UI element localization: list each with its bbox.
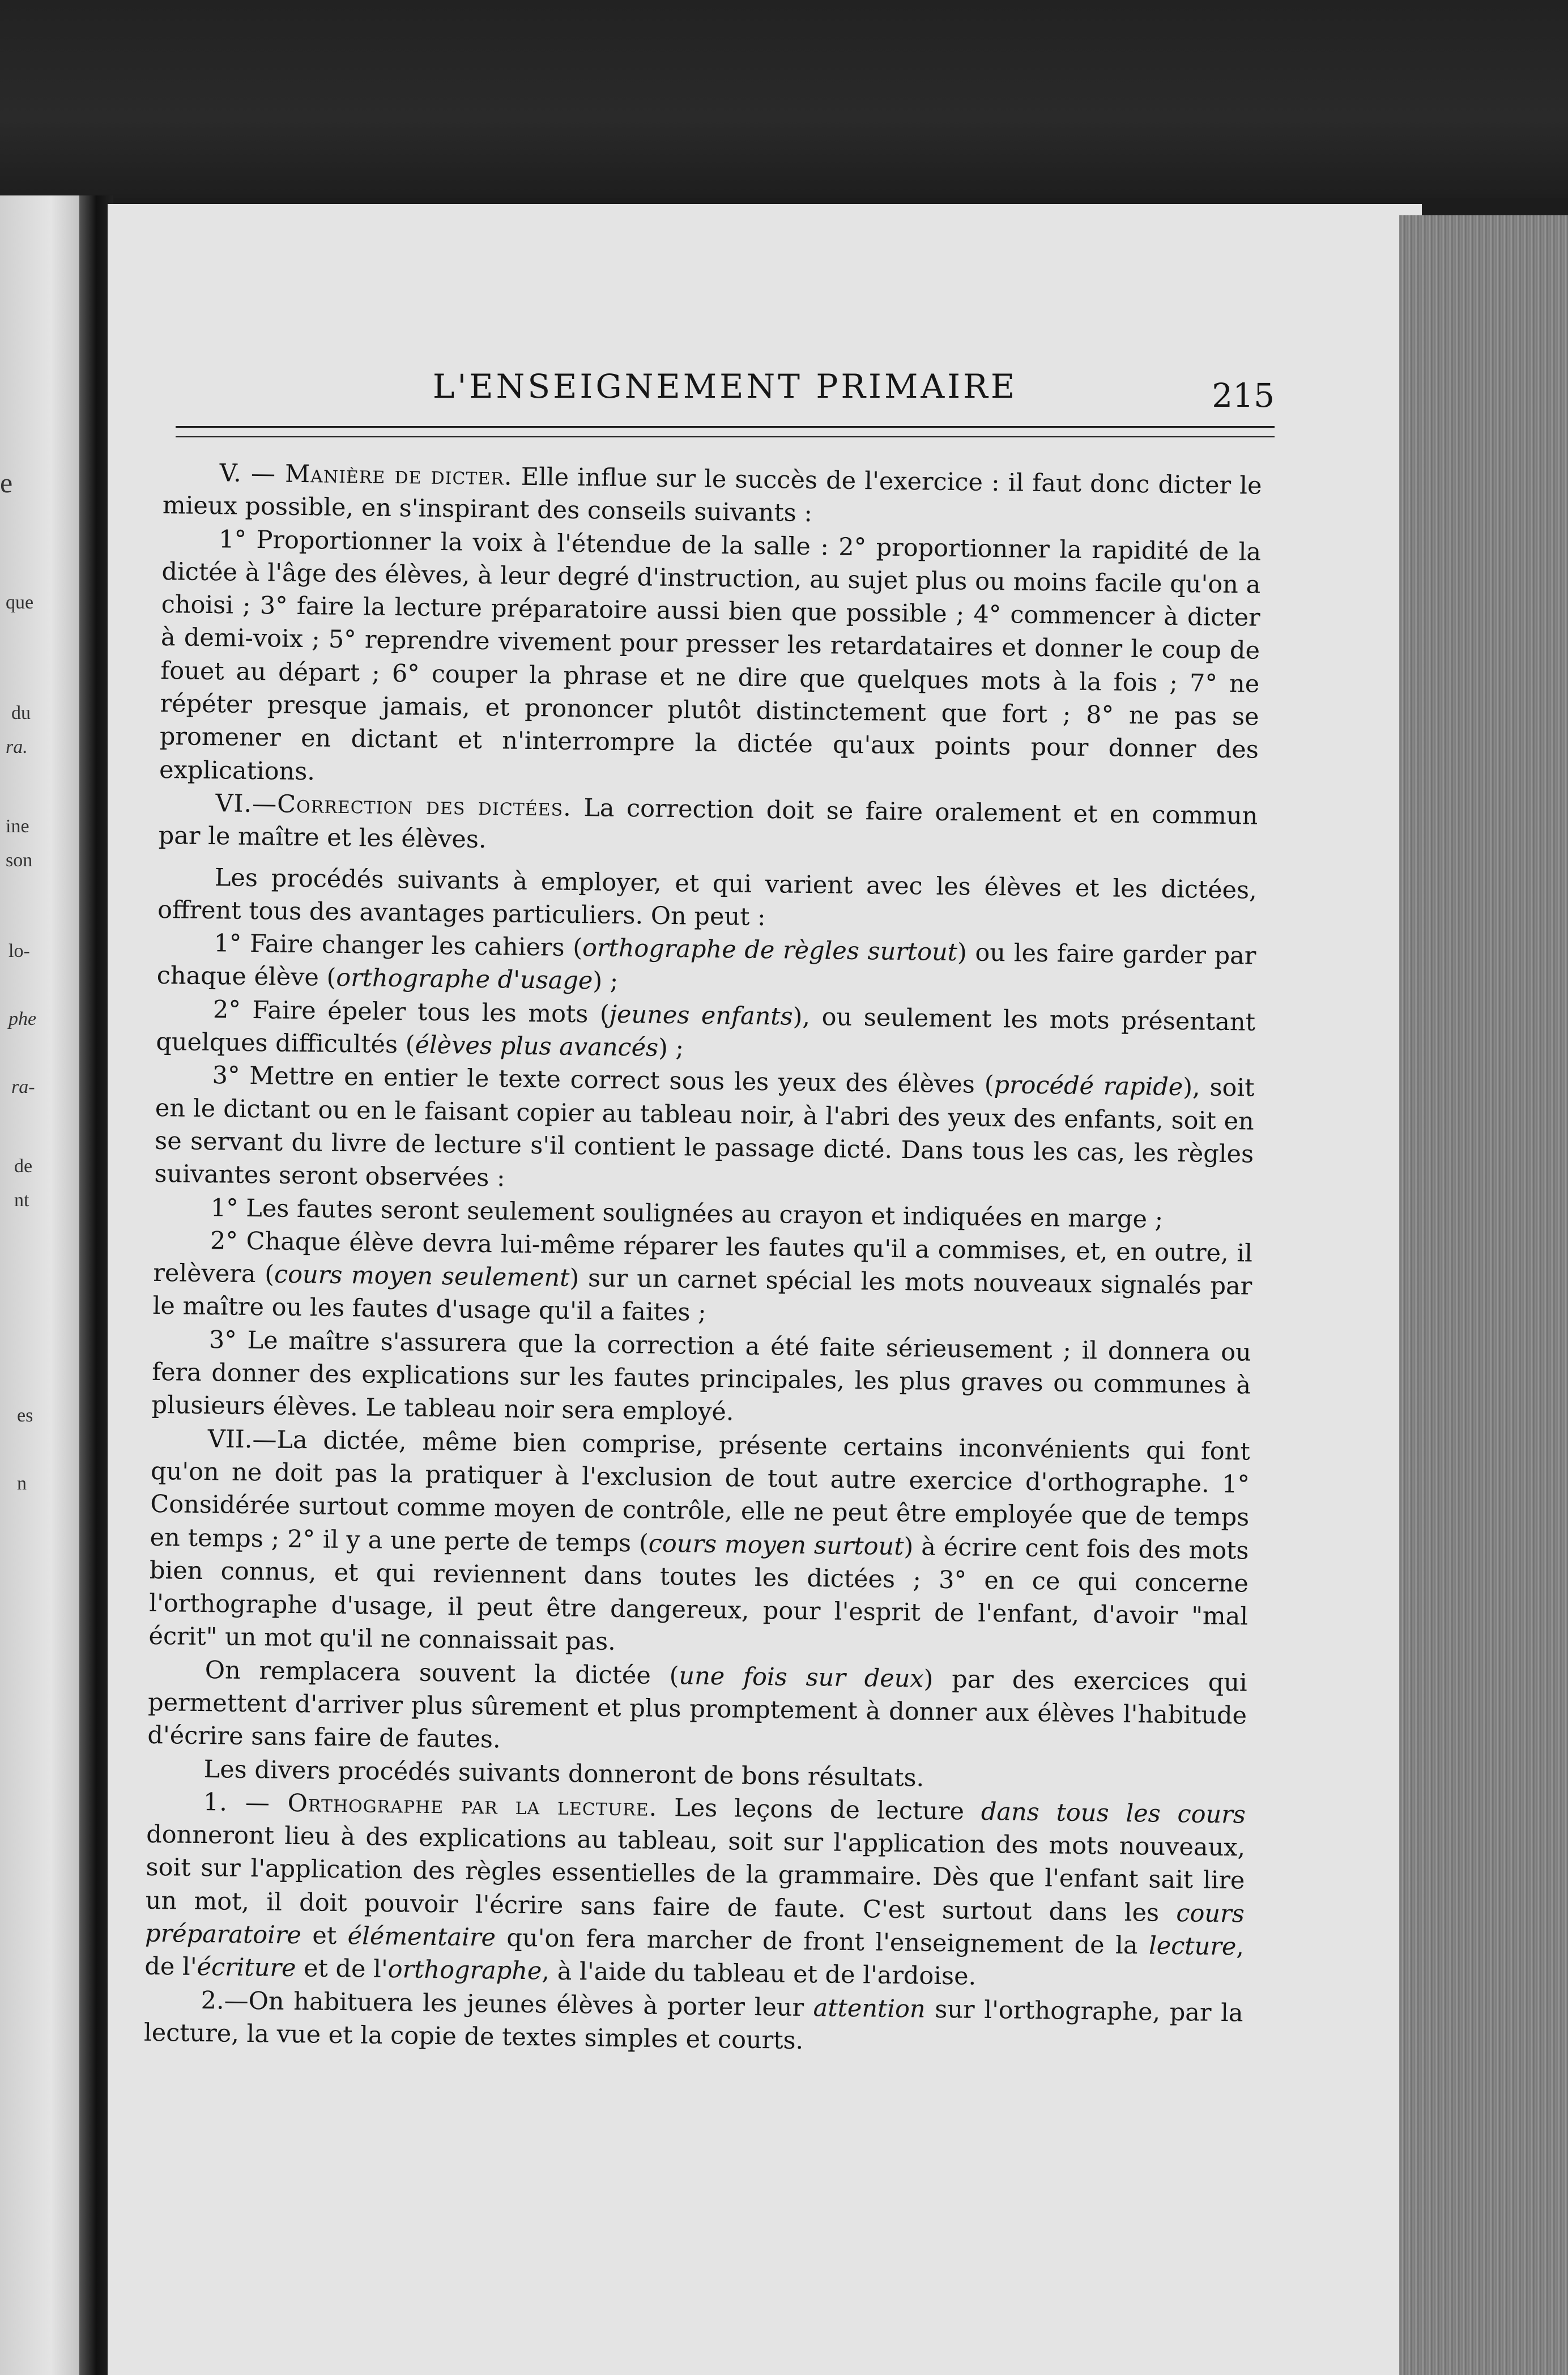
paragraph [156, 926, 1256, 1006]
header-rule [176, 426, 1275, 428]
paragraph-text: 3° Le maître s'assurera que la correction a été faite sérieusement ; il donnera ou fera donner des explications sur les fautes principales, les plus graves ou communes à plusieurs élèves. Le tableau noir sera employé. [151, 1325, 1252, 1427]
paragraph [152, 1224, 1252, 1337]
paragraph [158, 786, 1258, 866]
paragraph [159, 522, 1262, 800]
paragraph-text: 3° Mettre en entier le texte correct sous les yeux des élèves ( [212, 1061, 994, 1100]
paragraph-text: donneront lieu à des explications au tableau, soit sur l'application des mots nouveaux, soit sur l'application des règles essentielles de la grammaire. Dès que l'enfant sait lire un mot, il doit pouvoir l'écrire sans faire de faute. C'est surtout dans les [145, 1820, 1246, 1927]
left-page-fragment: ra- [11, 1076, 35, 1097]
paragraph-text: ) ou les faire garder par chaque élève ( [156, 938, 1256, 993]
italic-text: élèves plus avancés [415, 1031, 659, 1062]
paragraph [151, 1323, 1251, 1436]
paragraph [154, 1058, 1255, 1204]
paragraph-text: 2.—On habituera les jeunes élèves à porter leur [201, 1986, 814, 2022]
italic-text: une fois sur deux [679, 1661, 924, 1693]
paragraph-text: 2° Chaque élève devra lui-même réparer les fautes qu'il a commises, et, en outre, il relèvera ( [153, 1226, 1253, 1289]
paragraph-text: Les divers procédés suivants donneront de bons résultats. [203, 1755, 924, 1793]
paragraph [144, 1785, 1246, 1997]
left-page-fragment: du [11, 703, 31, 723]
left-page-fragment: nt [14, 1190, 29, 1211]
paragraph [163, 456, 1262, 535]
italic-text: procédé rapide [994, 1071, 1183, 1102]
paragraph-text: 1° Proportionner la voix à l'étendue de la salle : 2° proportionner la rapidité de la dictée à l'âge des élèves, à leur degré d'instruction, au sujet plus ou moins facile qu'on a choisi ; 3° faire la lecture préparatoire aussi bien que possible ; 4° commencer à dicter à demi-voix ; 5° reprendre vivement pour presser les retardataires et donner le coup de fouet au départ ; 6° couper la phrase et ne dire que quelques mots à la fois ; 7° ne répéter presque jamais, et prononcer plutôt distinctement que fort ; 8° ne pas se promener en dictant et n'interrompre la dictée qu'aux points pour donner des explications. [159, 525, 1262, 786]
italic-text: jeunes enfants [609, 1000, 793, 1031]
paragraph-text: 2° Faire épeler tous les mots ( [212, 995, 610, 1029]
section-heading: 1. — Orthographe par la lecture. [203, 1787, 658, 1822]
left-page-fragment: de [14, 1156, 33, 1177]
paragraph-text: Elle influe sur le succès de l'exercice : il faut donc dicter le mieux possible, en s'inspirant des conseils suivants : [162, 462, 1262, 528]
paragraph-text: ) par des exercices qui permettent d'arriver plus sûrement et plus promptement à donner aux élèves l'habitude d'écrire sans faire de fautes. [147, 1665, 1248, 1754]
paragraph-text: et de l' [296, 1954, 389, 1984]
paragraph-text: Les procédés suivants à employer, et qui varient avec les élèves et les dictées, offrent tous des avantages particuliers. On peut : [157, 863, 1258, 931]
left-page-fragment: ra. [6, 737, 28, 757]
italic-text: attention [813, 1993, 926, 2024]
page-header [176, 363, 1275, 425]
running-title: L'ENSEIGNEMENT PRIMAIRE [432, 367, 1018, 406]
section-heading: VI.—Correction des dictées. [215, 789, 572, 822]
paragraph-text: ), soit en le dictant ou en le faisant copier au tableau noir, à l'abri des yeux des enfants, soit en se servant du livre de lecture s'il contient le passage dicté. Dans tous les cas, les règles suivantes seront observées : [154, 1073, 1255, 1193]
paragraph-text: ) ; [593, 967, 619, 996]
paragraph-text: Les leçons de lecture [657, 1793, 982, 1826]
left-page-fragment: lo- [8, 940, 30, 961]
paragraph-text: ), ou seulement les mots présentant quelques difficultés ( [156, 1002, 1256, 1059]
paragraph-text: ) sur un carnet spécial les mots nouveaux signalés par le maître ou les fautes d'usage qu'il a faites ; [152, 1264, 1252, 1327]
dark-background [0, 0, 1568, 198]
page-number: 215 [1212, 376, 1275, 415]
paragraph-text: ) à écrire cent fois des mots bien connus, et qui reviennent dans toutes les dictées ; 3° en ce qui concerne l'orthographe d'usage, il peut être dangereux, pour l'esprit de l'enfant, d'avoir "mal écrit" un mot qu'il ne connaissait pas. [148, 1532, 1249, 1657]
left-page-edge [0, 195, 85, 2375]
header-rule-thin [176, 436, 1275, 437]
paragraph-text: sur l'orthographe, par la lecture, la vue et la copie de textes simples et courts. [143, 1995, 1243, 2055]
paragraph [148, 1421, 1250, 1666]
paragraph-text: et [301, 1921, 348, 1951]
paragraph-text: On remplacera souvent la dictée ( [204, 1655, 679, 1690]
paragraph-text: 1° Les fautes seront seulement soulignées au crayon et indiquées en marge ; [210, 1193, 1164, 1234]
page-stack-edge [1399, 215, 1568, 2375]
paragraph-text: qu'on fera marcher de front l'enseignement de la [495, 1923, 1149, 1960]
paragraph [147, 1653, 1247, 1766]
paragraph-text: La correction doit se faire oralement et en commun par le maître et les élèves. [158, 793, 1258, 854]
paragraph-text: ) ; [658, 1033, 684, 1063]
left-page-fragment: que [6, 592, 34, 613]
paragraph-text: 1° Faire changer les cahiers ( [214, 929, 583, 963]
italic-text: écriture [197, 1953, 296, 1983]
paragraph [144, 1983, 1243, 2062]
body-text [144, 456, 1262, 2063]
italic-text: orthographe de règles surtout [582, 934, 958, 967]
paragraph-text: VII.—La dictée, même bien comprise, présente certains inconvénients qui font qu'on ne doit pas la pratiquer à l'exclusion de tout autre exercice d'orthographe. 1° Considérée surtout comme moyen de contrôle, elle ne peut être employée que de temps en temps ; 2° il y a une perte de temps ( [150, 1424, 1250, 1558]
left-page-fragment: n [17, 1473, 27, 1494]
italic-text: lecture [1148, 1931, 1237, 1961]
italic-text: cours moyen surtout [648, 1529, 904, 1561]
left-page-fragment: e [0, 467, 13, 499]
italic-text: orthographe d'usage [336, 964, 593, 995]
left-page-fragment: phe [8, 1008, 37, 1029]
section-heading: V. — Manière de dicter. [219, 459, 513, 491]
left-page-fragment: son [6, 850, 33, 871]
left-page-fragment: ine [6, 816, 29, 837]
italic-text: orthographe [387, 1955, 542, 1986]
paragraph-text: , à l'aide du tableau et de l'ardoise. [542, 1957, 977, 1991]
italic-text: cours préparatoire [144, 1899, 1245, 1950]
paragraph-text: , de l' [144, 1933, 1245, 1982]
italic-text: dans tous les cours [981, 1797, 1246, 1829]
italic-text: élémentaire [347, 1922, 496, 1952]
italic-text: cours moyen seulement [274, 1260, 570, 1292]
left-page-fragment: es [17, 1405, 33, 1426]
